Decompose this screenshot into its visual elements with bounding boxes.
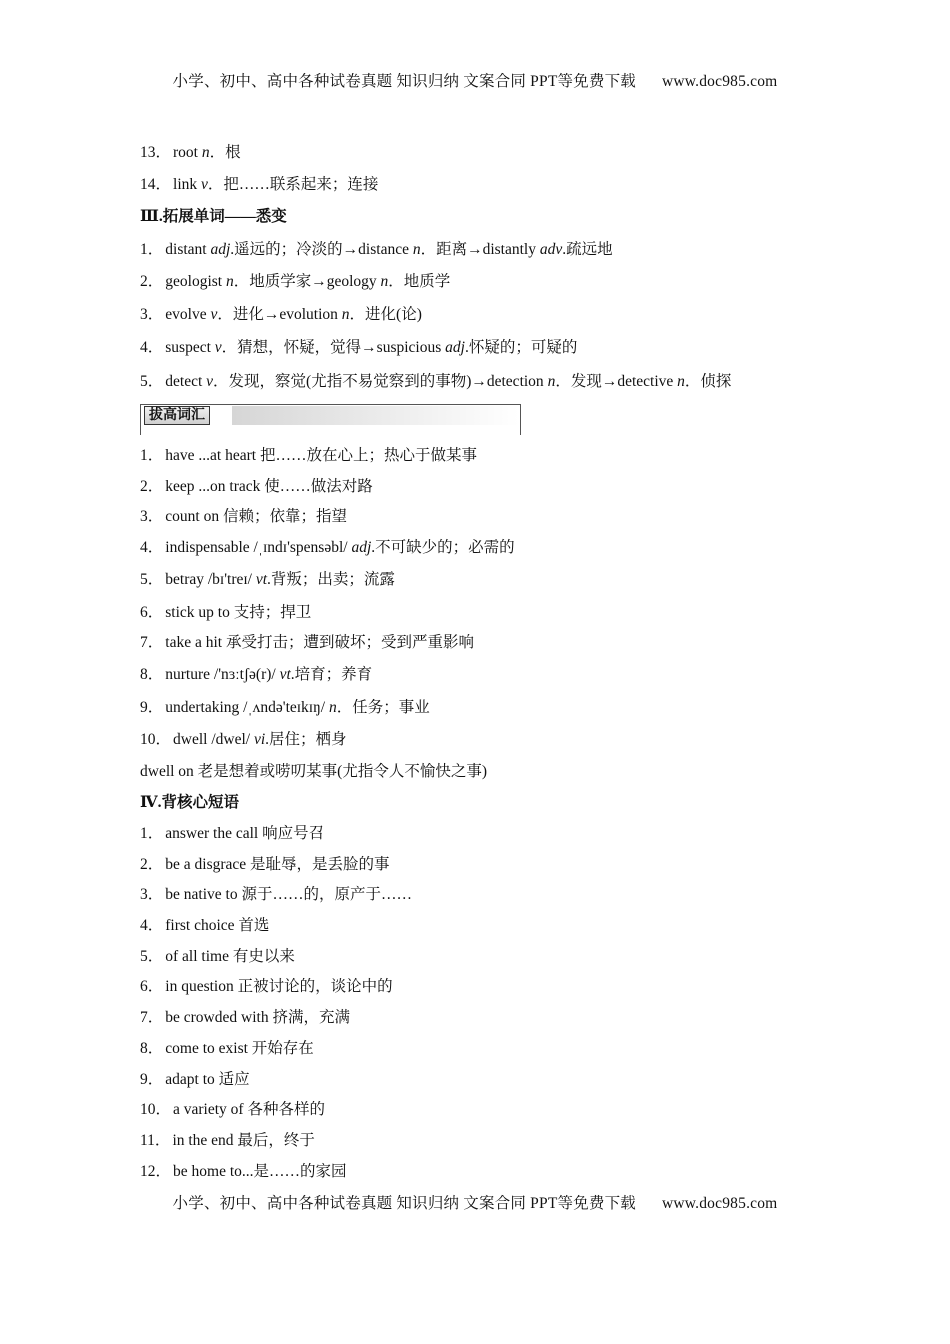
section-heading-3: Ⅲ.拓展单词——悉变	[140, 208, 287, 225]
header-text: 小学、初中、高中各种试卷真题 知识归纳 文案合同 PPT等免费下载	[172, 73, 636, 90]
phrase-item: 11． in the end 最后，终于	[140, 1132, 315, 1149]
phrase-item: 4． first choice 首选	[140, 917, 270, 934]
dwell-note: dwell on 老是想着或唠叨某事(尤指令人不愉快之事)	[140, 763, 488, 780]
advanced-item: 1． have ...at heart 把……放在心上；热心于做某事	[140, 447, 477, 464]
word-item: 13． root n．根	[140, 144, 241, 161]
advanced-item: 10． dwell /dwel/ vi.居住；栖身	[140, 731, 347, 748]
banner-gradient	[232, 406, 519, 425]
expand-item: 2． geologist n．地质学家→geology n．地质学	[140, 273, 451, 290]
section-heading-4: Ⅳ.背核心短语	[140, 794, 239, 811]
banner-title: 拔高词汇	[144, 406, 210, 425]
phrase-item: 6． in question 正被讨论的，谈论中的	[140, 978, 393, 995]
section-banner	[140, 404, 521, 435]
page-header	[0, 69, 950, 91]
advanced-item: 5． betray /bɪ'treɪ/ vt.背叛；出卖；流露	[140, 571, 395, 588]
footer-site: www.doc985.com	[661, 1195, 778, 1212]
advanced-item: 3． count on 信赖；依靠；指望	[140, 508, 347, 525]
advanced-item: 9． undertaking /ˌʌndə'teɪkɪŋ/ n．任务；事业	[140, 699, 430, 716]
header-site: www.doc985.com	[661, 73, 778, 90]
phrase-item: 9． adapt to 适应	[140, 1071, 250, 1088]
advanced-item: 4． indispensable /ˌɪndɪ'spensəbl/ adj.不可缺少的；必需的	[140, 539, 515, 556]
footer-text: 小学、初中、高中各种试卷真题 知识归纳 文案合同 PPT等免费下载	[172, 1195, 636, 1212]
phrase-item: 8． come to exist 开始存在	[140, 1040, 314, 1057]
expand-item: 3． evolve v．进化→evolution n．进化(论)	[140, 306, 422, 323]
phrase-item: 10． a variety of 各种各样的	[140, 1101, 325, 1118]
expand-item: 4． suspect v．猜想，怀疑，觉得→suspicious adj.怀疑的；可疑的	[140, 339, 578, 356]
advanced-item: 6． stick up to 支持；捍卫	[140, 604, 312, 621]
phrase-item: 7． be crowded with 挤满，充满	[140, 1009, 350, 1026]
phrase-item: 12． be home to...是……的家园	[140, 1163, 347, 1180]
banner-left-rule	[140, 405, 141, 435]
phrase-item: 2． be a disgrace 是耻辱，是丢脸的事	[140, 856, 390, 873]
expand-item: 1． distant adj.遥远的；冷淡的→distance n．距离→distantly adv.疏远地	[140, 241, 613, 258]
advanced-item: 2． keep ...on track 使……做法对路	[140, 478, 373, 495]
expand-item: 5． detect v．发现，察觉(尤指不易觉察到的事物)→detection n．发现→detective n．侦探	[140, 373, 732, 390]
advanced-item: 8． nurture /'nɜːtʃə(r)/ vt.培育；养育	[140, 666, 373, 683]
phrase-item: 5． of all time 有史以来	[140, 948, 295, 965]
advanced-item: 7． take a hit 承受打击；遭到破坏；受到严重影响	[140, 634, 474, 651]
phrase-item: 1． answer the call 响应号召	[140, 825, 325, 842]
word-item: 14． link v．把……联系起来；连接	[140, 176, 379, 193]
phrase-item: 3． be native to 源于……的，原产于……	[140, 886, 412, 903]
page-footer	[0, 1191, 950, 1213]
